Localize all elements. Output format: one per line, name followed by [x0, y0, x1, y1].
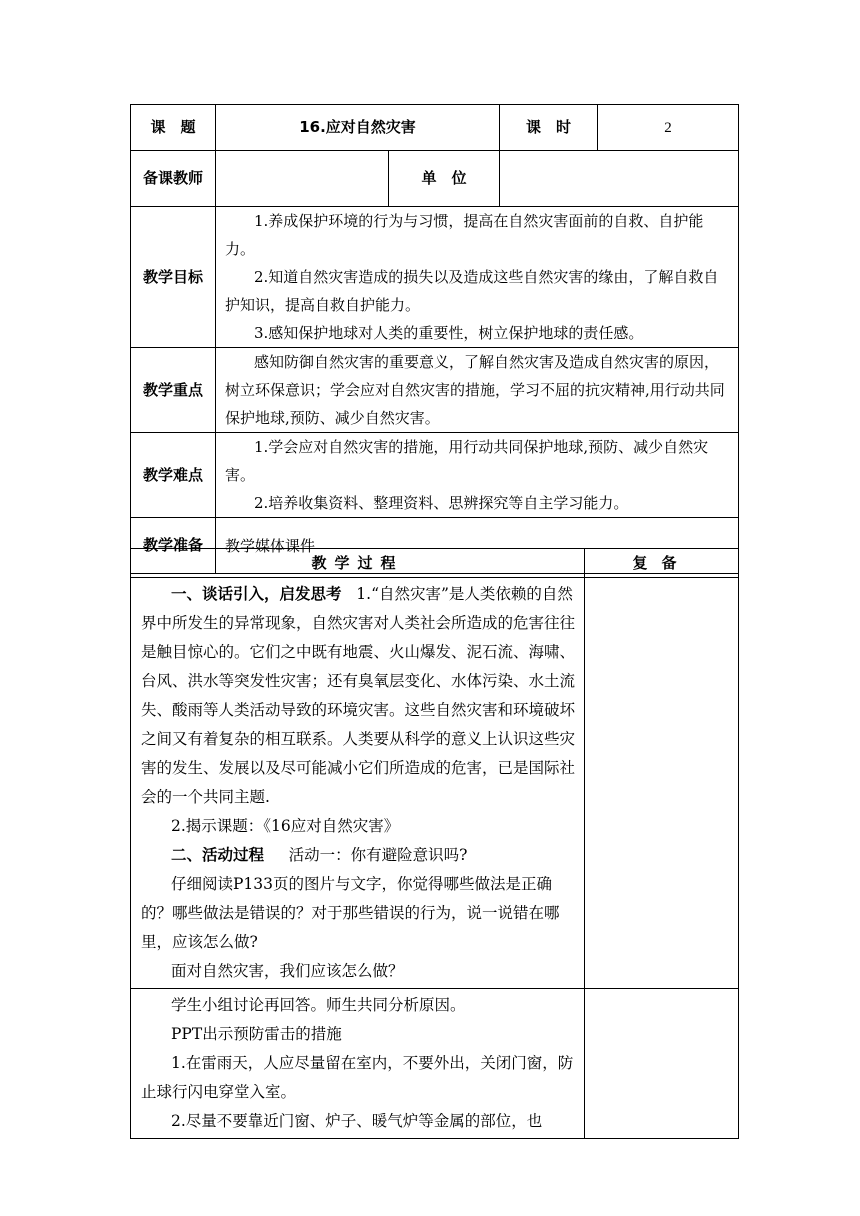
teacher-label: 备课教师	[131, 151, 216, 207]
topic-value: 16.应对自然灾害	[216, 105, 500, 151]
process-table	[130, 548, 739, 1139]
topic-label: 课 题	[131, 105, 216, 151]
activity1: 活动一：你有避险意识吗?	[288, 846, 468, 864]
objectives-label: 教学目标	[131, 207, 216, 348]
difficulties-row	[131, 433, 739, 518]
key-points-label: 教学重点	[131, 348, 216, 433]
objective-line: 2.知道自然灾害造成的损失以及造成这些自然灾害的缘由，了解自救自护知识，提高自救自护能力。	[225, 268, 719, 314]
unit-label: 单 位	[389, 151, 500, 207]
section2-title: 二、活动过程	[171, 846, 265, 864]
difficulty-line: 1.学会应对自然灾害的措施，用行动共同保护地球,预防、减少自然灾害。	[225, 438, 709, 484]
section1-title: 一、谈话引入，启发思考	[171, 585, 342, 603]
process-content	[131, 578, 585, 989]
teacher-value	[216, 151, 389, 207]
process-header: 教学过程	[131, 549, 585, 578]
period-value: 2	[598, 105, 739, 151]
objectives-row	[131, 207, 739, 348]
teacher-row	[131, 151, 739, 207]
objectives-content	[216, 207, 739, 348]
lesson-info-table	[130, 104, 739, 574]
topic-row	[131, 105, 739, 151]
difficulty-line: 2.培养收集资料、整理资料、思辨探究等自主学习能力。	[254, 494, 629, 512]
process-header-row	[131, 549, 739, 578]
objective-line: 3.感知保护地球对人类的重要性，树立保护地球的责任感。	[254, 324, 644, 342]
process-content-2	[131, 989, 605, 1139]
difficulties-label: 教学难点	[131, 433, 216, 518]
process-body-row-2	[131, 989, 739, 1139]
reveal-topic: 2.揭示课题：《16应对自然灾害》	[171, 817, 400, 835]
review-cell	[585, 578, 739, 989]
measure-1: 1.在雷雨天，人应尽量留在室内，不要外出，关闭门窗，防 止球行闪电穿堂入室。	[141, 1054, 605, 1101]
review-header: 复备	[585, 549, 739, 578]
period-label: 课 时	[500, 105, 598, 151]
discussion: 学生小组讨论再回答。师生共同分析原因。	[171, 996, 466, 1014]
measure-2: 2.尽量不要靠近门窗、炉子、暖气炉等金属的部位，也	[171, 1112, 543, 1130]
preparation-label: 教学准备	[131, 518, 216, 574]
section1-text: 1.“自然灾害”是人类依赖的自然界中所发生的异常现象，自然灾害对人类社会所造成的危害往往是触目惊心的。它们之中既有地震、火山爆发、泥石流、海啸、台风、洪水等突发性灾害；还有臭氧层变化、水体污染、水土流失、酸雨等人类活动导致的环境灾害。这些自然灾害和环境破坏之间又有着复杂的相互联系。人类要从科学的意义上认识这些灾害的发生、发展以及尽可能减小它们所造成的危害，已是国际社会的一个共同主题.	[141, 585, 576, 806]
question: 面对自然灾害，我们应该怎么做？	[171, 962, 404, 980]
ppt-note: PPT出示预防雷击的措施	[171, 1025, 342, 1043]
objective-line: 1.养成保护环境的行为与习惯，提高在自然灾害面前的自救、自护能力。	[225, 212, 704, 258]
unit-value	[500, 151, 739, 207]
review-cell-2	[585, 989, 739, 1139]
process-body-row	[131, 578, 739, 989]
key-points-text: 感知防御自然灾害的重要意义，了解自然灾害及造成自然灾害的原因，树立环保意识；学会应对自然灾害的措施，学习不屈的抗灾精神,用行动共同保护地球,预防、减少自然灾害。	[225, 353, 725, 427]
key-points-row	[131, 348, 739, 433]
read-task: 仔细阅读P133页的图片与文字，你觉得哪些做法是正确的？哪些做法是错误的？对于那些错误的行为，说一说错在哪里，应该怎么做?	[141, 875, 560, 951]
preparation-text: 教学媒体课件	[216, 518, 739, 574]
